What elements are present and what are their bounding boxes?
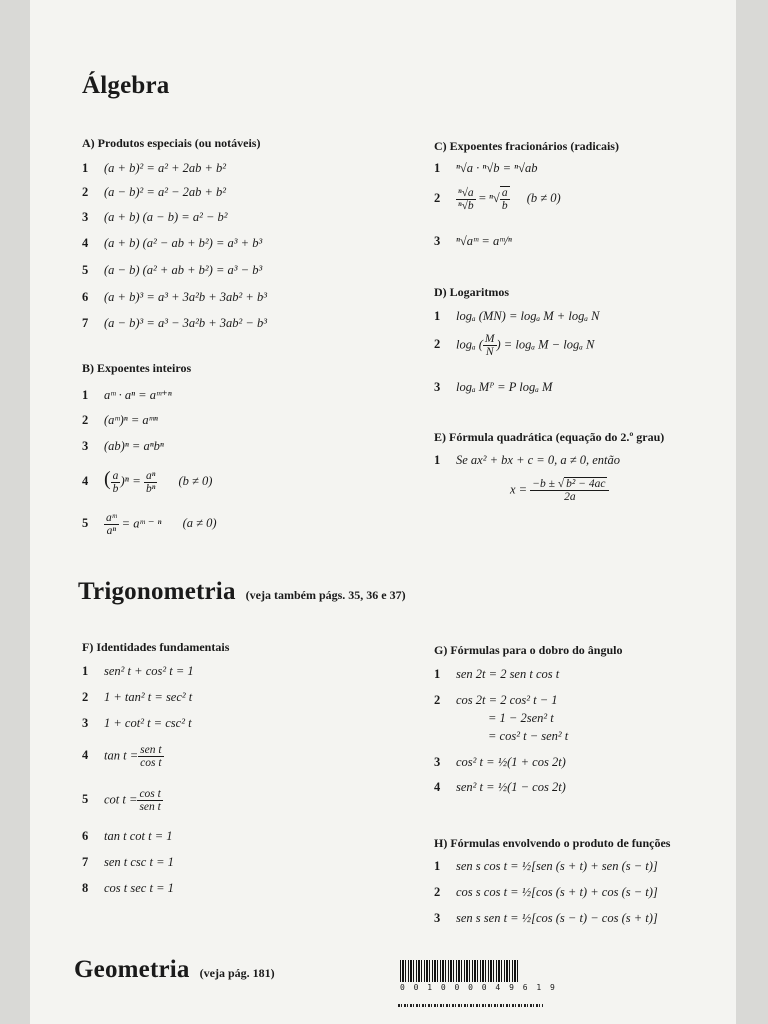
barcode-image xyxy=(400,960,520,982)
geometry-header xyxy=(74,956,275,984)
section-g-heading: G) Fórmulas para o dobro do ângulo xyxy=(434,643,623,657)
list-item: 1 aᵐ · aⁿ = aᵐ⁺ⁿ xyxy=(82,388,172,402)
list-item: 6 (a + b)³ = a³ + 3a²b + 3ab² + b³ xyxy=(82,290,267,304)
list-item: 1 ⁿ√a · ⁿ√b = ⁿ√ab xyxy=(434,161,538,175)
list-item: 1 sen² t + cos² t = 1 xyxy=(82,664,194,678)
list-item: 4 (a + b) (a² − ab + b²) = a³ + b³ xyxy=(82,236,263,250)
geometry-title: Geometria xyxy=(74,956,190,983)
list-item: 2 $\frac{\text{ⁿ√a}}{\text{ⁿ√b}}$ = ⁿ√ $\frac{a}{b}$ (b ≠ 0) xyxy=(434,186,561,212)
list-item: 1 (a + b)² = a² + 2ab + b² xyxy=(82,161,227,175)
trig-title: Trigonometria xyxy=(78,578,236,605)
list-item: 2 cos s cos t = ½[cos (s + t) + cos (s − t)] xyxy=(434,885,658,899)
list-item: = 1 − 2sen² t xyxy=(488,711,554,725)
list-item: = cos² t − sen² t xyxy=(488,729,569,743)
section-h-heading: H) Fórmulas envolvendo o produto de funções xyxy=(434,836,671,850)
list-item: 3 (a + b) (a − b) = a² − b² xyxy=(82,210,228,224)
quadratic-formula: x = $\frac{\text{−b ± √ b² − 4ac}}{2a}$ xyxy=(510,478,609,503)
list-item: 1 logₐ (MN) = logₐ M + logₐ N xyxy=(434,309,600,323)
geometry-note: (veja pág. 181) xyxy=(199,966,275,980)
barcode-number: 0 0 1 0 0 0 0 4 9 6 1 9 xyxy=(400,983,557,992)
list-item: 1 sen s cos t = ½[sen (s + t) + sen (s − t)] xyxy=(434,859,658,873)
list-item: 2 logₐ ( $\frac{M}{N}$ ) = logₐ M − logₐ N xyxy=(434,333,595,358)
list-item: 3 (ab)ⁿ = aⁿbⁿ xyxy=(82,439,164,453)
list-item: 3 sen s sen t = ½[cos (s − t) − cos (s + t)] xyxy=(434,911,658,925)
list-item: 3 ⁿ√aᵐ = aᵐ/ⁿ xyxy=(434,234,512,248)
list-item: 4 ( $\frac{a}{b}$ )ⁿ = $\frac{\text{aⁿ}}{\text{bⁿ}}$ (b ≠ 0) xyxy=(82,468,213,495)
section-e-heading: E) Fórmula quadrática (equação do 2.º grau) xyxy=(434,430,665,444)
list-item: 3 1 + cot² t = csc² t xyxy=(82,716,192,730)
algebra-title: Álgebra xyxy=(82,72,170,99)
barcode-strip xyxy=(398,1004,543,1007)
list-item: 4 tan t = $\frac{\text{sen t}}{\text{cos t}}$ xyxy=(82,744,162,769)
list-item: 2 cos 2t = 2 cos² t − 1 xyxy=(434,693,558,707)
list-item: 2 (a − b)² = a² − 2ab + b² xyxy=(82,185,227,199)
list-item: 7 (a − b)³ = a³ − 3a²b + 3ab² − b³ xyxy=(82,316,267,330)
list-item: 8 cos t sec t = 1 xyxy=(82,881,174,895)
list-item: 7 sen t csc t = 1 xyxy=(82,855,174,869)
section-a-heading: A) Produtos especiais (ou notáveis) xyxy=(82,136,261,150)
list-item: 3 logₐ Mᴾ = P logₐ M xyxy=(434,380,553,394)
list-item: 2 1 + tan² t = sec² t xyxy=(82,690,193,704)
list-item: 5 (a − b) (a² + ab + b²) = a³ − b³ xyxy=(82,263,263,277)
section-b-heading: B) Expoentes inteiros xyxy=(82,361,192,375)
list-item: 5 cot t = $\frac{\text{cos t}}{\text{sen t}}$ xyxy=(82,788,161,813)
trig-header xyxy=(78,578,406,606)
document-page xyxy=(30,0,736,1024)
list-item: 1 sen 2t = 2 sen t cos t xyxy=(434,667,560,681)
section-f-heading: F) Identidades fundamentais xyxy=(82,640,230,654)
trig-note: (veja também págs. 35, 36 e 37) xyxy=(245,588,406,602)
list-item: 3 cos² t = ½(1 + cos 2t) xyxy=(434,755,566,769)
list-item: 6 tan t cot t = 1 xyxy=(82,829,173,843)
section-d-heading: D) Logaritmos xyxy=(434,285,509,299)
list-item: 4 sen² t = ½(1 − cos 2t) xyxy=(434,780,566,794)
list-item: 2 (aᵐ)ⁿ = aᵐⁿ xyxy=(82,413,158,427)
section-c-heading: C) Expoentes fracionários (radicais) xyxy=(434,139,619,153)
list-item: 1 Se ax² + bx + c = 0, a ≠ 0, então xyxy=(434,453,621,467)
list-item: 5 $\frac{\text{aᵐ}}{\text{aⁿ}}$ = aᵐ ⁻ ⁿ (a ≠ 0) xyxy=(82,512,217,537)
